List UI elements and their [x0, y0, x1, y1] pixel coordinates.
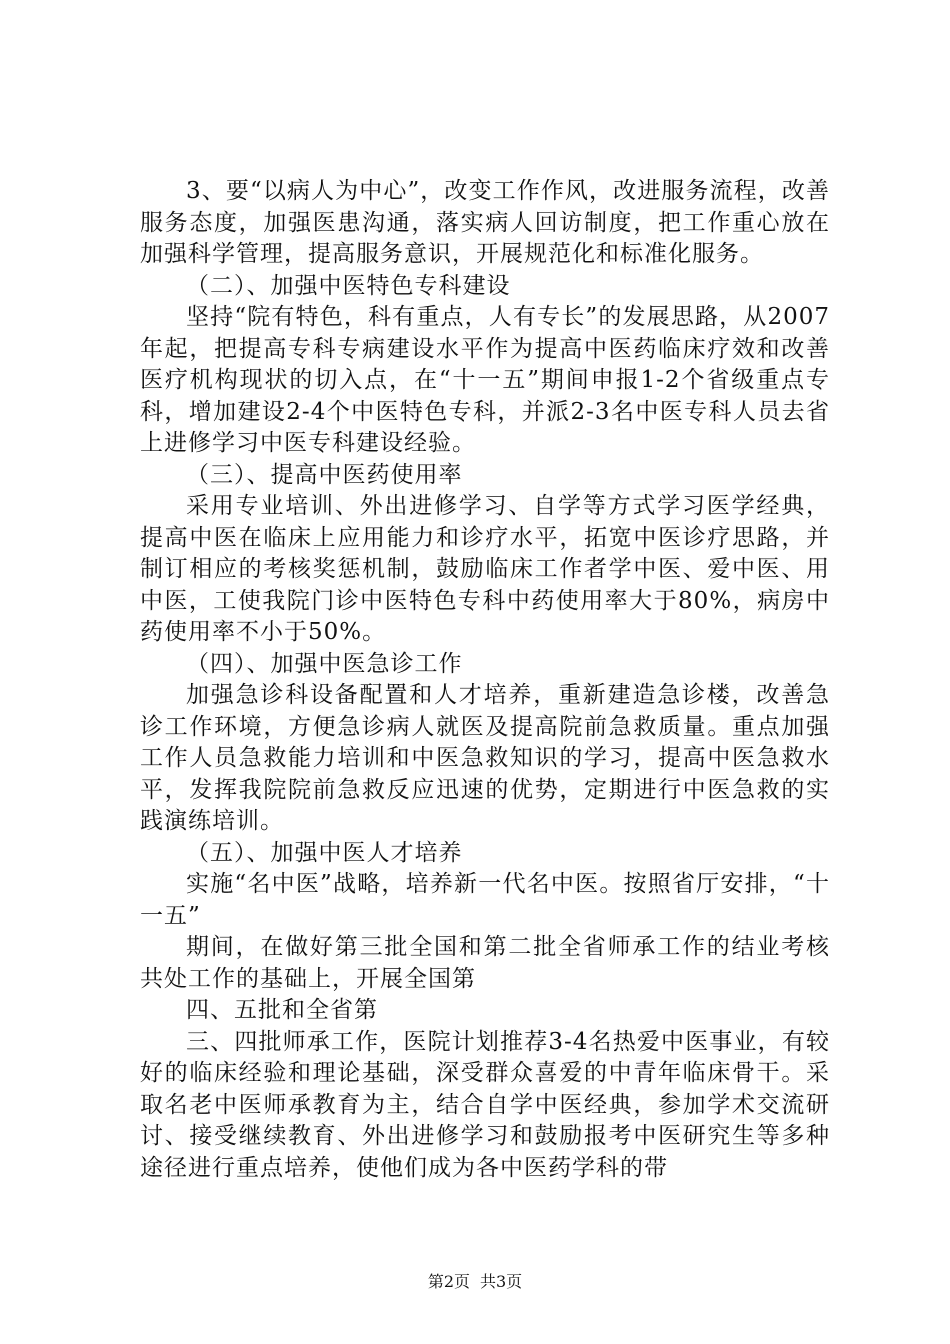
page-number: 第2页 [427, 1272, 470, 1291]
document-body [140, 176, 830, 1184]
paragraph: 加强急诊科设备配置和人才培养，重新建造急诊楼，改善急诊工作环境，方便急诊病人就医及提高院前急救质量。重点加强工作人员急救能力培训和中医急救知识的学习，提高中医急救水平，发挥我院院前急救反应迅速的优势，定期进行中医急救的实践演练培训。 [140, 682, 830, 834]
section-heading: （二）、加强中医特色专科建设 [186, 272, 511, 299]
page-footer [0, 1272, 950, 1292]
paragraph: 期间，在做好第三批全国和第二批全省师承工作的结业考核共处工作的基础上，开展全国第 [140, 934, 830, 992]
section-heading: （四）、加强中医急诊工作 [186, 650, 463, 677]
paragraph: 实施“名中医”战略，培养新一代名中医。按照省厅安排，“十一五” [140, 871, 830, 929]
paragraph: 三、四批师承工作，医院计划推荐3-4名热爱中医事业，有较好的临床经验和理论基础，深受群众喜爱的中青年临床骨干。采取名老中医师承教育为主，结合自学中医经典，参加学术交流研讨、接受继续教育、外出进修学习和鼓励报考中医研究生等多种途径进行重点培养，使他们成为各中医药学科的带 [140, 1028, 830, 1181]
page-total: 共3页 [480, 1272, 523, 1291]
paragraph: 四、五批和全省第 [186, 997, 378, 1023]
section-heading: （三）、提高中医药使用率 [186, 461, 463, 488]
paragraph: 坚持“院有特色，科有重点，人有专长”的发展思路，从2007年起，把提高专科专病建设水平作为提高中医药临床疗效和改善医疗机构现状的切入点，在“十一五”期间申报1-2个省级重点专科，增加建设2-4个中医特色专科，并派2-3名中医专科人员去省上进修学习中医专科建设经验。 [140, 304, 830, 456]
paragraph: 采用专业培训、外出进修学习、自学等方式学习医学经典，提高中医在临床上应用能力和诊疗水平，拓宽中医诊疗思路，并制订相应的考核奖惩机制，鼓励临床工作者学中医、爱中医、用中医，工使我院门诊中医特色专科中药使用率大于80%，病房中药使用率不小于50%。 [140, 493, 830, 645]
section-heading: （五）、加强中医人才培养 [186, 839, 463, 866]
paragraph: 3、要“以病人为中心”，改变工作作风，改进服务流程，改善服务态度，加强医患沟通，落实病人回访制度，把工作重心放在加强科学管理，提高服务意识，开展规范化和标准化服务。 [140, 178, 830, 267]
